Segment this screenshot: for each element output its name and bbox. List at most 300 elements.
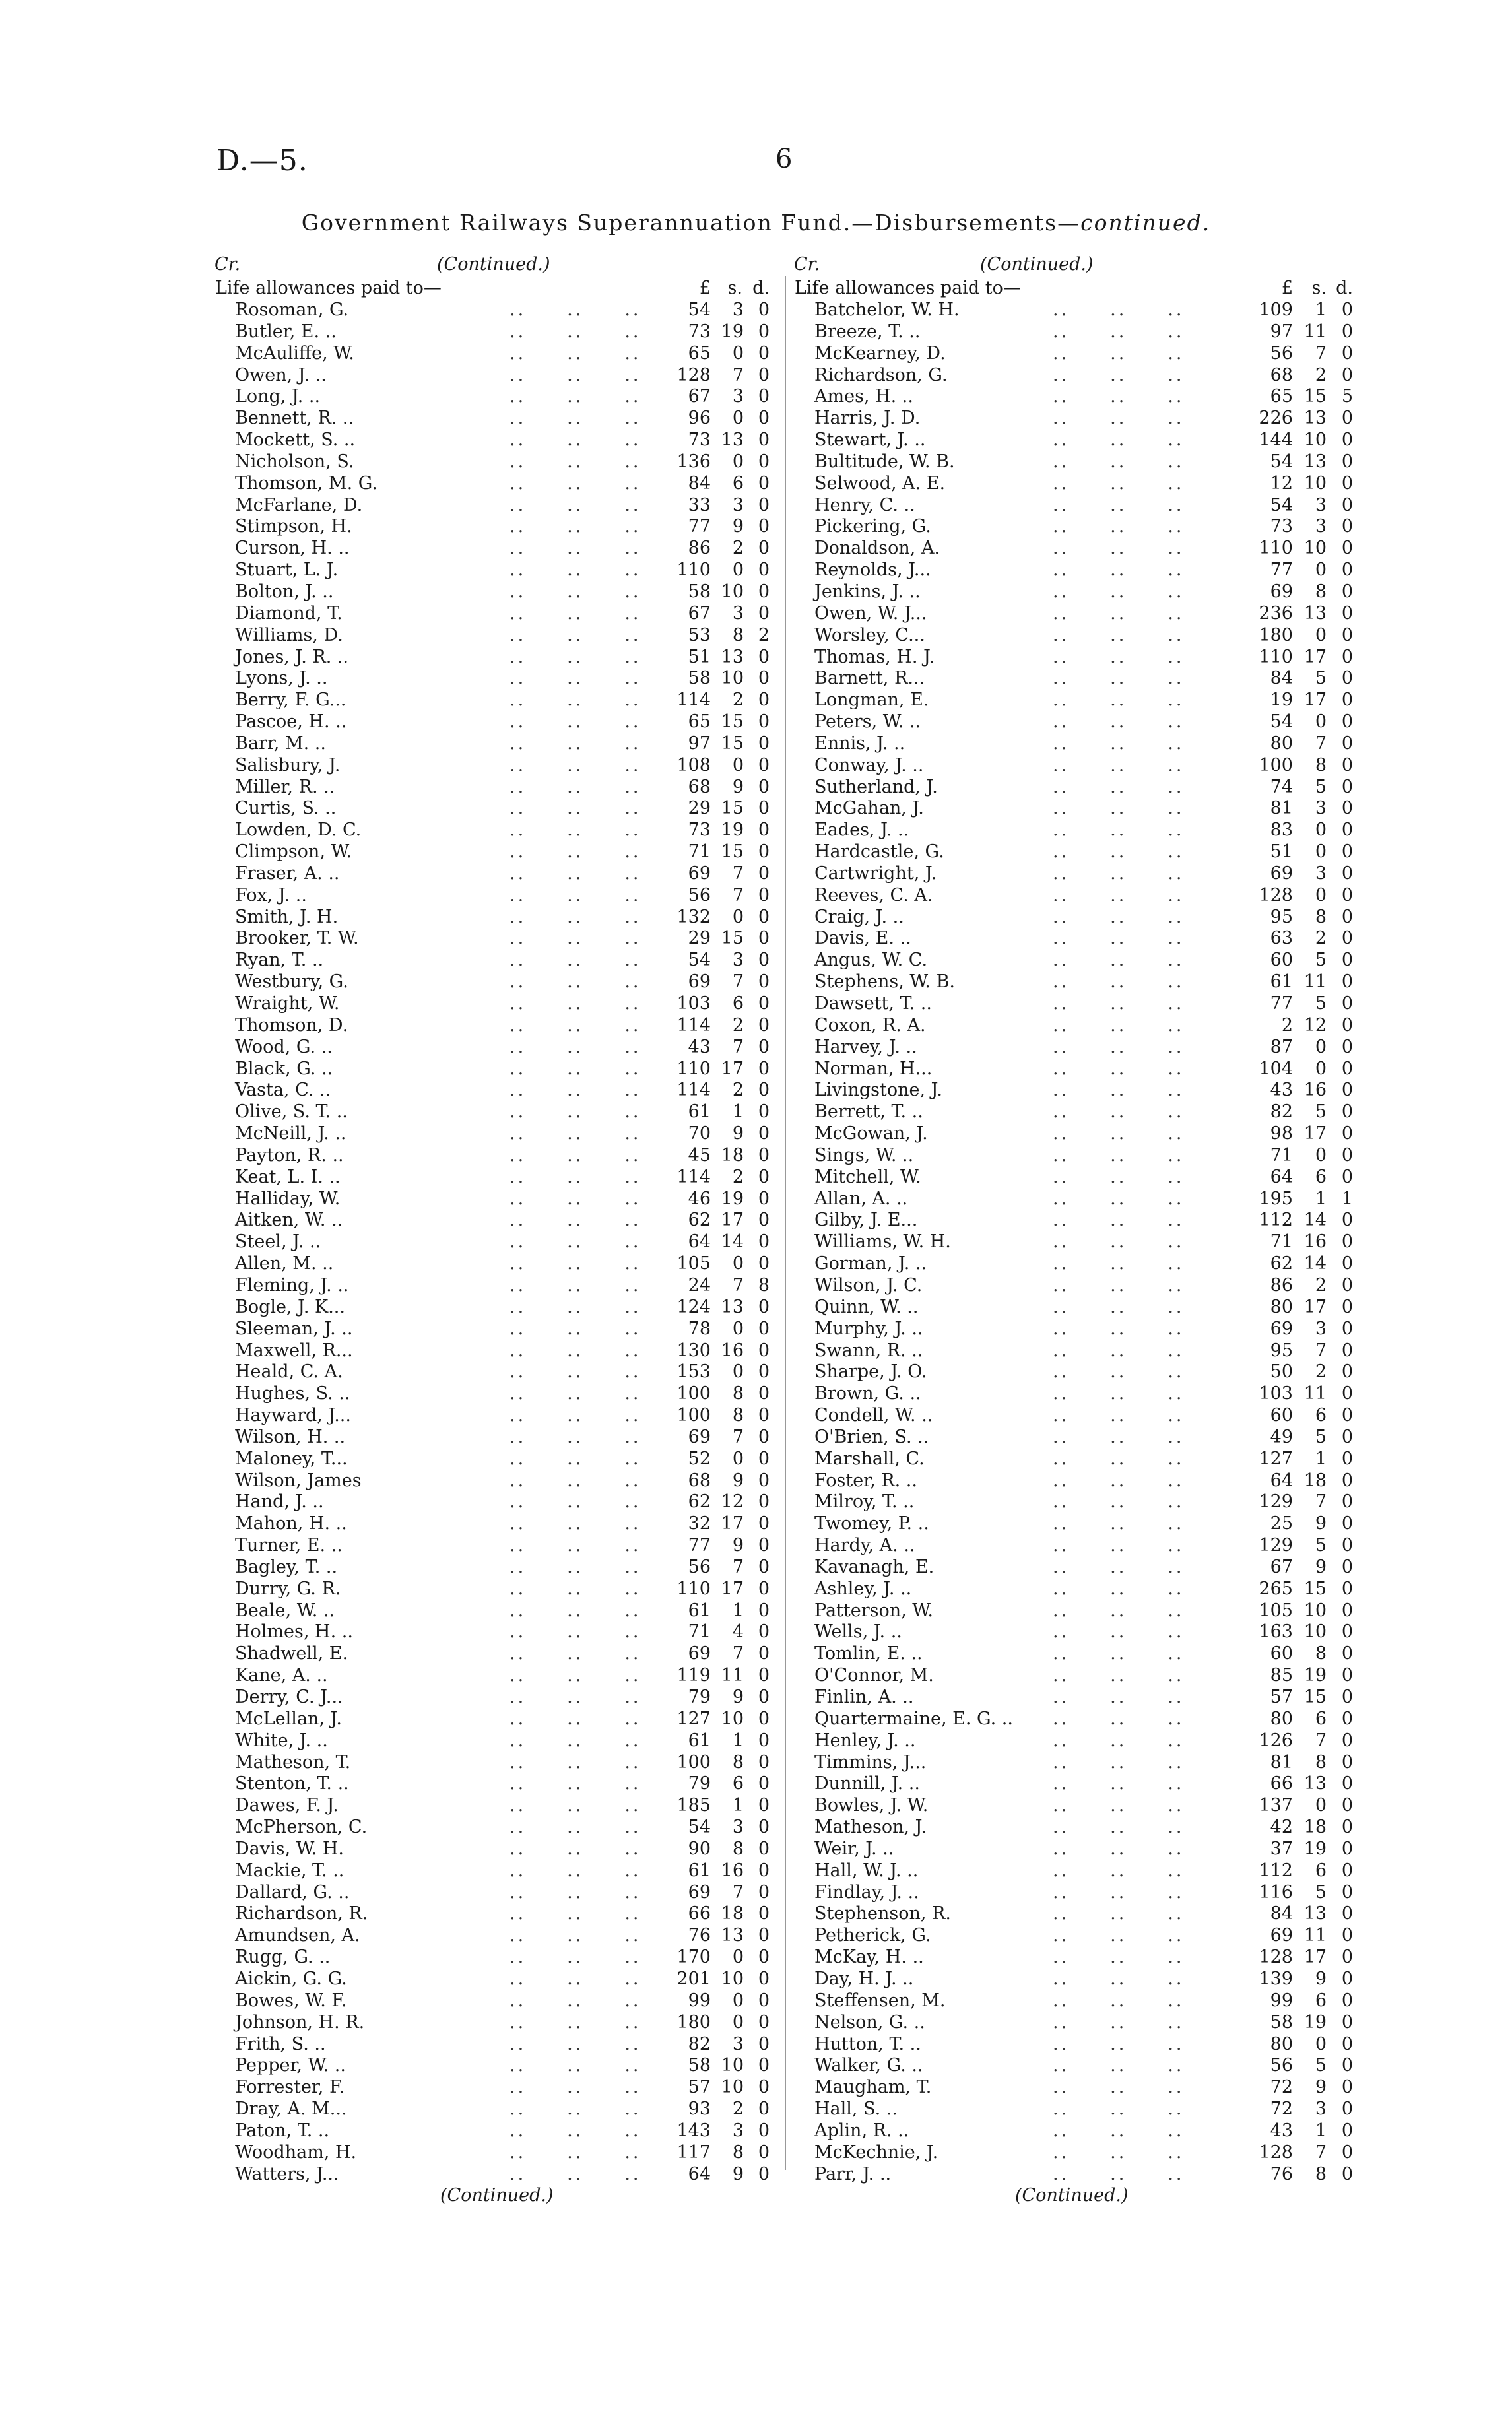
amount-pounds: 80: [1270, 2033, 1293, 2054]
leader-dots: .. .. ..: [509, 538, 641, 559]
amount-pence: 0: [758, 408, 770, 429]
payee-name: Dallard, G. ..: [235, 1882, 350, 1903]
amount-pence: 0: [1341, 1014, 1353, 1035]
leader-dots: .. .. ..: [1053, 820, 1185, 841]
table-row: [792, 993, 1361, 1015]
amount-pounds: 69: [688, 1882, 711, 1903]
payee-name: Stephens, W. B.: [814, 971, 956, 993]
payee-name: Patterson, W.: [814, 1600, 933, 1621]
table-row: [213, 863, 779, 885]
amount-pence: 0: [1341, 820, 1353, 841]
table-row: [792, 820, 1361, 841]
amount-shillings: 3: [1315, 1318, 1327, 1339]
table-row: [792, 1925, 1361, 1947]
amount-shillings: 7: [732, 1036, 744, 1057]
table-row: [792, 1123, 1361, 1145]
amount-pence: 0: [758, 451, 770, 472]
amount-pence: 0: [758, 1014, 770, 1035]
leader-dots: .. .. ..: [509, 1253, 641, 1274]
leader-dots: .. .. ..: [509, 1730, 641, 1751]
amount-pence: 0: [758, 1817, 770, 1838]
leader-dots: .. .. ..: [1053, 1296, 1185, 1317]
payee-name: Climpson, W.: [235, 841, 352, 863]
amount-shillings: 1: [1315, 1188, 1327, 1209]
table-row: [792, 2034, 1361, 2056]
amount-shillings: 1: [732, 1101, 744, 1123]
leader-dots: .. .. ..: [1053, 1795, 1185, 1816]
left-footer: [213, 2185, 779, 2209]
amount-shillings: 11: [721, 1665, 744, 1686]
leader-dots: .. .. ..: [509, 1643, 641, 1664]
payee-name: Selwood, A. E.: [814, 473, 946, 494]
amount-pounds: 68: [688, 1470, 711, 1491]
amount-shillings: 1: [732, 1730, 744, 1751]
amount-pence: 0: [1341, 1340, 1353, 1361]
amount-pounds: 110: [676, 1578, 711, 1599]
payee-name: Bennett, R. ..: [235, 408, 354, 429]
amount-pounds: 77: [688, 1535, 711, 1556]
amount-pounds: 128: [1259, 2142, 1293, 2163]
amount-shillings: 6: [732, 473, 744, 494]
amount-pence: 0: [1341, 1535, 1353, 1556]
amount-pounds: 71: [1270, 1144, 1293, 1165]
payee-name: Curson, H. ..: [235, 538, 350, 559]
payee-name: McKay, H. ..: [814, 1947, 924, 1968]
amount-pence: 0: [1341, 1643, 1353, 1664]
amount-shillings: 10: [721, 1968, 744, 1989]
amount-pounds: 61: [688, 1600, 711, 1621]
table-row: [213, 1687, 779, 1709]
amount-shillings: 2: [732, 538, 744, 559]
amount-pence: 0: [1341, 1253, 1353, 1274]
table-row: [792, 430, 1361, 451]
payee-name: Ennis, J. ..: [814, 733, 905, 754]
table-row: [213, 1773, 779, 1795]
payee-name: Bogle, J. K...: [235, 1296, 345, 1317]
amount-shillings: 16: [1303, 1231, 1327, 1253]
leader-dots: .. .. ..: [1053, 711, 1185, 733]
amount-pounds: 67: [688, 386, 711, 407]
amount-shillings: 11: [1303, 1383, 1327, 1404]
table-row: [213, 386, 779, 408]
title-main: Government Railways Superannuation Fund.—Disbursements—: [301, 210, 1081, 236]
amount-pounds: 153: [676, 1361, 711, 1383]
table-row: [792, 1253, 1361, 1275]
payee-name: Brooker, T. W.: [235, 928, 359, 949]
leader-dots: .. .. ..: [509, 364, 641, 385]
table-row: [792, 1665, 1361, 1687]
payee-name: Richardson, G.: [814, 364, 948, 385]
leader-dots: .. .. ..: [509, 1578, 641, 1599]
amount-shillings: 10: [721, 2077, 744, 2098]
payee-name: Berrett, T. ..: [814, 1101, 923, 1123]
leader-dots: .. .. ..: [1053, 560, 1185, 581]
amount-pounds: 114: [676, 1014, 711, 1035]
amount-pence: 0: [1341, 1968, 1353, 1989]
amount-pounds: 180: [676, 2012, 711, 2033]
right-continued-bottom: (Continued.): [1015, 2185, 1129, 2206]
payee-name: Watters, J...: [235, 2163, 339, 2184]
right-footer: [792, 2185, 1361, 2209]
amount-shillings: 6: [732, 993, 744, 1014]
amount-pence: 0: [758, 1405, 770, 1426]
amount-pence: 0: [758, 820, 770, 841]
amount-pence: 0: [758, 798, 770, 819]
amount-shillings: 7: [732, 1426, 744, 1447]
table-row: [213, 971, 779, 993]
payee-name: Halliday, W.: [235, 1188, 341, 1209]
amount-pounds: 95: [1270, 906, 1293, 927]
amount-pence: 0: [758, 1882, 770, 1903]
amount-pounds: 63: [1270, 928, 1293, 949]
payee-name: Pepper, W. ..: [235, 2055, 346, 2076]
leader-dots: .. .. ..: [509, 1968, 641, 1989]
amount-pounds: 124: [676, 1296, 711, 1317]
table-row: [792, 2120, 1361, 2142]
payee-name: Stewart, J. ..: [814, 430, 926, 451]
leader-dots: .. .. ..: [509, 668, 641, 689]
amount-shillings: 0: [1315, 841, 1327, 863]
leader-dots: .. .. ..: [509, 1817, 641, 1838]
amount-pounds: 12: [1270, 473, 1293, 494]
amount-pounds: 132: [676, 906, 711, 927]
table-row: [792, 907, 1361, 929]
amount-pounds: 84: [688, 473, 711, 494]
left-table: [213, 300, 779, 2185]
amount-pounds: 69: [688, 971, 711, 993]
amount-shillings: 2: [1315, 928, 1327, 949]
amount-pence: 0: [1341, 430, 1353, 451]
amount-shillings: 0: [732, 1361, 744, 1383]
leader-dots: .. .. ..: [1053, 1231, 1185, 1253]
table-row: [792, 971, 1361, 993]
table-row: [213, 907, 779, 929]
table-row: [213, 473, 779, 495]
amount-pounds: 42: [1270, 1817, 1293, 1838]
amount-pence: 0: [758, 1491, 770, 1513]
table-row: [213, 711, 779, 733]
amount-pounds: 201: [676, 1968, 711, 1989]
payee-name: Harvey, J. ..: [814, 1036, 917, 1057]
payee-name: Steel, J. ..: [235, 1231, 321, 1253]
payee-name: Hall, S. ..: [814, 2099, 898, 2120]
payee-name: Shadwell, E.: [235, 1643, 348, 1664]
table-row: [213, 2055, 779, 2077]
amount-shillings: 11: [1303, 971, 1327, 993]
amount-pence: 0: [758, 754, 770, 775]
payee-name: Batchelor, W. H.: [814, 300, 960, 320]
leader-dots: .. .. ..: [509, 690, 641, 711]
leader-dots: .. .. ..: [1053, 2163, 1185, 2184]
leader-dots: .. .. ..: [1053, 2142, 1185, 2163]
table-row: [213, 300, 779, 321]
amount-pence: 0: [758, 1101, 770, 1123]
amount-pounds: 79: [688, 1687, 711, 1707]
table-row: [792, 386, 1361, 408]
amount-pence: 0: [1341, 538, 1353, 559]
payee-name: Wraight, W.: [235, 993, 340, 1014]
payee-name: Craig, J. ..: [814, 906, 904, 927]
amount-pence: 0: [1341, 1426, 1353, 1447]
amount-shillings: 2: [732, 2099, 744, 2120]
leader-dots: .. .. ..: [509, 928, 641, 949]
table-row: [792, 1145, 1361, 1167]
amount-pence: 0: [758, 1448, 770, 1469]
amount-pounds: 100: [676, 1752, 711, 1773]
amount-pounds: 68: [1270, 364, 1293, 385]
table-row: [792, 1643, 1361, 1665]
amount-pounds: 49: [1270, 1426, 1293, 1447]
amount-pence: 0: [1341, 1101, 1353, 1123]
table-row: [213, 2120, 779, 2142]
amount-shillings: 3: [732, 1817, 744, 1838]
amount-pounds: 69: [1270, 863, 1293, 884]
amount-pounds: 57: [688, 2077, 711, 2098]
amount-pence: 0: [758, 516, 770, 537]
amount-shillings: 8: [732, 2142, 744, 2163]
amount-pounds: 2: [1281, 1014, 1293, 1035]
amount-shillings: 0: [732, 1318, 744, 1339]
amount-shillings: 7: [732, 884, 744, 905]
amount-shillings: 0: [1315, 884, 1327, 905]
amount-pounds: 127: [1259, 1448, 1293, 1469]
amount-shillings: 0: [732, 1448, 744, 1469]
amount-pounds: 80: [1270, 733, 1293, 754]
leader-dots: .. .. ..: [509, 798, 641, 819]
amount-pounds: 130: [676, 1340, 711, 1361]
leader-dots: .. .. ..: [509, 884, 641, 905]
payee-name: Lowden, D. C.: [235, 820, 362, 841]
amount-pence: 0: [758, 2055, 770, 2076]
payee-name: Aickin, G. G.: [235, 1968, 347, 1989]
payee-name: Stuart, L. J.: [235, 560, 339, 581]
amount-shillings: 17: [1303, 1296, 1327, 1317]
table-row: [792, 2142, 1361, 2164]
amount-pence: 0: [758, 1318, 770, 1339]
leader-dots: .. .. ..: [509, 1318, 641, 1339]
amount-shillings: 10: [1303, 430, 1327, 451]
leader-dots: .. .. ..: [1053, 1600, 1185, 1621]
amount-shillings: 16: [1303, 1080, 1327, 1101]
amount-shillings: 7: [732, 1882, 744, 1903]
amount-pounds: 226: [1259, 408, 1293, 429]
amount-pence: 0: [758, 1123, 770, 1144]
amount-shillings: 5: [1315, 1101, 1327, 1123]
amount-shillings: 9: [732, 1123, 744, 1144]
table-row: [213, 2142, 779, 2164]
table-row: [213, 2164, 779, 2186]
payee-name: Jenkins, J. ..: [814, 581, 921, 602]
table-row: [792, 1839, 1361, 1860]
amount-pounds: 76: [1270, 2163, 1293, 2184]
amount-pence: 0: [1341, 646, 1353, 667]
amount-shillings: 17: [1303, 690, 1327, 711]
leader-dots: .. .. ..: [509, 1058, 641, 1079]
amount-pounds: 68: [688, 776, 711, 797]
leader-dots: .. .. ..: [1053, 1947, 1185, 1968]
amount-shillings: 8: [1315, 581, 1327, 602]
payee-name: Beale, W. ..: [235, 1600, 335, 1621]
table-row: [213, 343, 779, 365]
amount-pence: 0: [758, 1947, 770, 1968]
amount-shillings: 2: [1315, 364, 1327, 385]
amount-shillings: 17: [1303, 1947, 1327, 1968]
amount-pounds: 80: [1270, 1296, 1293, 1317]
amount-shillings: 9: [1315, 1556, 1327, 1577]
amount-pounds: 143: [676, 2120, 711, 2141]
amount-pence: 0: [1341, 2012, 1353, 2033]
payee-name: Wilson, J. C.: [814, 1274, 923, 1295]
table-row: [792, 928, 1361, 950]
payee-name: Tomlin, E. ..: [814, 1643, 923, 1664]
amount-pence: 0: [1341, 1687, 1353, 1707]
leader-dots: .. .. ..: [1053, 1773, 1185, 1794]
payee-name: Thomas, H. J.: [814, 646, 935, 667]
amount-shillings: 7: [732, 1643, 744, 1664]
amount-pence: 0: [1341, 1817, 1353, 1838]
table-row: [792, 841, 1361, 863]
left-subheading-line: [213, 278, 779, 300]
amount-pence: 0: [1341, 1318, 1353, 1339]
amount-pounds: 54: [1270, 451, 1293, 472]
amount-shillings: 1: [1315, 1448, 1327, 1469]
payee-name: Durry, G. R.: [235, 1578, 341, 1599]
amount-pounds: 46: [688, 1188, 711, 1209]
table-row: [213, 777, 779, 799]
table-row: [792, 1882, 1361, 1904]
amount-pence: 0: [1341, 1990, 1353, 2011]
payee-name: Henley, J. ..: [814, 1730, 916, 1751]
amount-pounds: 71: [688, 1621, 711, 1643]
amount-pounds: 61: [688, 1101, 711, 1123]
amount-pounds: 137: [1259, 1795, 1293, 1816]
table-row: [792, 690, 1361, 711]
amount-pence: 0: [758, 1535, 770, 1556]
table-row: [792, 2164, 1361, 2186]
amount-shillings: 10: [721, 668, 744, 689]
amount-shillings: 7: [732, 971, 744, 993]
amount-pounds: 109: [1259, 300, 1293, 320]
table-row: [213, 1383, 779, 1405]
amount-pounds: 103: [676, 993, 711, 1014]
payee-name: Amundsen, A.: [235, 1925, 360, 1946]
payee-name: Livingstone, J.: [814, 1080, 942, 1101]
table-row: [792, 1275, 1361, 1297]
table-row: [792, 538, 1361, 560]
table-row: [213, 538, 779, 560]
payee-name: Gorman, J. ..: [814, 1253, 927, 1274]
amount-pounds: 64: [1270, 1470, 1293, 1491]
payee-name: Woodham, H.: [235, 2142, 357, 2163]
table-row: [213, 1231, 779, 1253]
table-row: [213, 1969, 779, 1990]
table-row: [792, 1730, 1361, 1752]
amount-pence: 0: [758, 971, 770, 993]
amount-shillings: 15: [1303, 1687, 1327, 1707]
amount-pounds: 24: [688, 1274, 711, 1295]
table-row: [792, 1470, 1361, 1492]
amount-pounds: 136: [676, 451, 711, 472]
payee-name: McGowan, J.: [814, 1123, 928, 1144]
leader-dots: .. .. ..: [509, 1123, 641, 1144]
amount-pence: 0: [758, 1556, 770, 1577]
leader-dots: .. .. ..: [509, 1080, 641, 1101]
table-row: [792, 1795, 1361, 1817]
table-row: [213, 1947, 779, 1969]
amount-pence: 0: [758, 1925, 770, 1946]
table-row: [213, 560, 779, 581]
amount-shillings: 3: [1315, 2099, 1327, 2120]
leader-dots: .. .. ..: [509, 2012, 641, 2033]
amount-pence: 0: [758, 1708, 770, 1729]
leader-dots: .. .. ..: [1053, 906, 1185, 927]
payee-name: Kavanagh, E.: [814, 1556, 935, 1577]
amount-pounds: 56: [688, 884, 711, 905]
payee-name: Dunnill, J. ..: [814, 1773, 920, 1794]
amount-shillings: 8: [1315, 754, 1327, 775]
amount-shillings: 18: [1303, 1470, 1327, 1491]
table-row: [792, 451, 1361, 473]
amount-pence: 0: [758, 430, 770, 451]
payee-name: Stephenson, R.: [814, 1903, 951, 1924]
table-row: [792, 733, 1361, 755]
amount-pence: 1: [1341, 1188, 1353, 1209]
right-cr-line: [792, 254, 1361, 278]
table-row: [792, 885, 1361, 907]
column-divider: [785, 276, 786, 2170]
amount-pounds: 128: [1259, 884, 1293, 905]
amount-shillings: 8: [1315, 1643, 1327, 1664]
leader-dots: .. .. ..: [509, 1210, 641, 1231]
payee-name: Mockett, S. ..: [235, 430, 356, 451]
amount-pounds: 69: [1270, 1925, 1293, 1946]
amount-shillings: 7: [1315, 733, 1327, 754]
amount-shillings: 16: [721, 1860, 744, 1881]
amount-shillings: 19: [1303, 1665, 1327, 1686]
amount-shillings: 1: [732, 1600, 744, 1621]
payee-name: Finlin, A. ..: [814, 1687, 914, 1707]
payee-name: Wilson, H. ..: [235, 1426, 346, 1447]
leader-dots: .. .. ..: [509, 1925, 641, 1946]
leader-dots: .. .. ..: [509, 1773, 641, 1794]
amount-shillings: 3: [732, 494, 744, 515]
table-row: [213, 1449, 779, 1470]
payee-name: Williams, D.: [235, 624, 343, 645]
leader-dots: .. .. ..: [1053, 1556, 1185, 1577]
amount-pence: 0: [758, 863, 770, 884]
amount-shillings: 6: [1315, 1405, 1327, 1426]
leader-dots: .. .. ..: [1053, 1361, 1185, 1383]
amount-pence: 0: [758, 950, 770, 971]
amount-shillings: 17: [721, 1058, 744, 1079]
payee-name: Paton, T. ..: [235, 2120, 330, 2141]
leader-dots: .. .. ..: [509, 1838, 641, 1859]
amount-pounds: 86: [688, 538, 711, 559]
amount-shillings: 11: [1303, 321, 1327, 342]
amount-shillings: 0: [732, 451, 744, 472]
amount-pence: 0: [1341, 1730, 1353, 1751]
amount-pence: 0: [758, 1166, 770, 1187]
left-column: [213, 254, 779, 2209]
amount-shillings: 15: [1303, 1578, 1327, 1599]
amount-pence: 0: [758, 364, 770, 385]
amount-shillings: 8: [732, 1838, 744, 1859]
leader-dots: .. .. ..: [509, 300, 641, 320]
amount-shillings: 5: [1315, 1535, 1327, 1556]
leader-dots: .. .. ..: [509, 1166, 641, 1187]
table-row: [792, 1015, 1361, 1037]
leader-dots: .. .. ..: [1053, 321, 1185, 342]
